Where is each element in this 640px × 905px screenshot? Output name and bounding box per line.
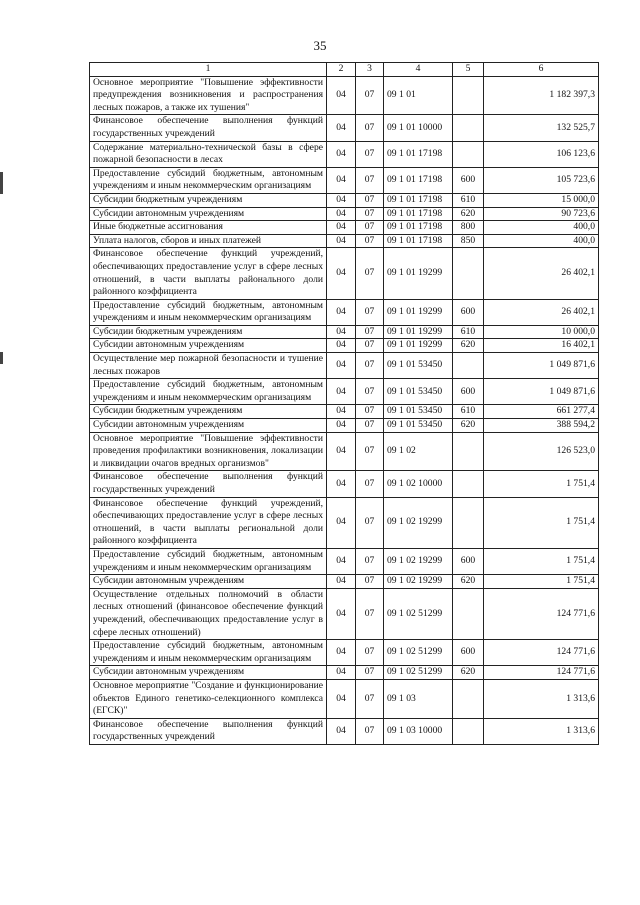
subsection-code-cell: 07 bbox=[356, 115, 384, 141]
subsection-code-cell: 07 bbox=[356, 339, 384, 353]
subsection-code-cell: 07 bbox=[356, 405, 384, 419]
target-article-cell: 09 1 02 10000 bbox=[384, 471, 453, 497]
section-code-cell: 04 bbox=[327, 339, 356, 353]
target-article-cell: 09 1 01 17198 bbox=[384, 167, 453, 193]
expense-type-cell: 850 bbox=[453, 234, 484, 248]
subsection-code-cell: 07 bbox=[356, 718, 384, 744]
table-row bbox=[90, 640, 599, 666]
row-name-cell: Основное мероприятие "Создание и функционирование объектов Единого генетико-селекционного комплекса (ЕГСК)" bbox=[90, 679, 327, 718]
subsection-code-cell: 07 bbox=[356, 548, 384, 574]
row-name-cell: Осуществление отдельных полномочий в области лесных отношений (финансовое обеспечение функций учреждений, обеспечивающих предоставление услуг в сфере лесных отношений) bbox=[90, 588, 327, 639]
target-article-cell: 09 1 02 19299 bbox=[384, 497, 453, 548]
expense-type-cell: 600 bbox=[453, 640, 484, 666]
amount-cell: 1 751,4 bbox=[484, 575, 599, 589]
expense-type-cell bbox=[453, 679, 484, 718]
section-code-cell: 04 bbox=[327, 497, 356, 548]
table-row bbox=[90, 299, 599, 325]
expense-type-cell: 620 bbox=[453, 419, 484, 433]
subsection-code-cell: 07 bbox=[356, 419, 384, 433]
row-name-cell: Субсидии автономным учреждениям bbox=[90, 207, 327, 221]
subsection-code-cell: 07 bbox=[356, 497, 384, 548]
target-article-cell: 09 1 01 bbox=[384, 76, 453, 115]
section-code-cell: 04 bbox=[327, 325, 356, 339]
table-row bbox=[90, 221, 599, 235]
section-code-cell: 04 bbox=[327, 419, 356, 433]
expense-type-cell: 610 bbox=[453, 405, 484, 419]
subsection-code-cell: 07 bbox=[356, 248, 384, 299]
subsection-code-cell: 07 bbox=[356, 207, 384, 221]
subsection-code-cell: 07 bbox=[356, 221, 384, 235]
expense-type-cell: 620 bbox=[453, 666, 484, 680]
expense-type-cell: 600 bbox=[453, 167, 484, 193]
target-article-cell: 09 1 01 19299 bbox=[384, 248, 453, 299]
amount-cell: 1 313,6 bbox=[484, 718, 599, 744]
subsection-code-cell: 07 bbox=[356, 234, 384, 248]
amount-cell: 1 313,6 bbox=[484, 679, 599, 718]
section-code-cell: 04 bbox=[327, 666, 356, 680]
amount-cell: 1 751,4 bbox=[484, 497, 599, 548]
row-name-cell: Уплата налогов, сборов и иных платежей bbox=[90, 234, 327, 248]
section-code-cell: 04 bbox=[327, 167, 356, 193]
amount-cell: 388 594,2 bbox=[484, 419, 599, 433]
expense-type-cell bbox=[453, 497, 484, 548]
target-article-cell: 09 1 02 51299 bbox=[384, 588, 453, 639]
expense-type-cell: 620 bbox=[453, 339, 484, 353]
subsection-code-cell: 07 bbox=[356, 353, 384, 379]
section-code-cell: 04 bbox=[327, 115, 356, 141]
amount-cell: 124 771,6 bbox=[484, 588, 599, 639]
target-article-cell: 09 1 01 17198 bbox=[384, 193, 453, 207]
table-row bbox=[90, 419, 599, 433]
subsection-code-cell: 07 bbox=[356, 588, 384, 639]
amount-cell: 124 771,6 bbox=[484, 640, 599, 666]
row-name-cell: Субсидии бюджетным учреждениям bbox=[90, 325, 327, 339]
expense-type-cell bbox=[453, 141, 484, 167]
section-code-cell: 04 bbox=[327, 718, 356, 744]
expense-type-cell bbox=[453, 76, 484, 115]
expense-type-cell: 800 bbox=[453, 221, 484, 235]
target-article-cell: 09 1 03 bbox=[384, 679, 453, 718]
table-row bbox=[90, 379, 599, 405]
table-row bbox=[90, 115, 599, 141]
amount-cell: 132 525,7 bbox=[484, 115, 599, 141]
amount-cell: 105 723,6 bbox=[484, 167, 599, 193]
amount-cell: 124 771,6 bbox=[484, 666, 599, 680]
scan-edge-mark bbox=[0, 172, 3, 194]
expense-type-cell: 620 bbox=[453, 575, 484, 589]
subsection-code-cell: 07 bbox=[356, 575, 384, 589]
table-row bbox=[90, 497, 599, 548]
expense-type-cell: 600 bbox=[453, 548, 484, 574]
column-header: 1 bbox=[90, 63, 327, 77]
row-name-cell: Субсидии бюджетным учреждениям bbox=[90, 193, 327, 207]
row-name-cell: Финансовое обеспечение выполнения функций государственных учреждений bbox=[90, 718, 327, 744]
column-header: 2 bbox=[327, 63, 356, 77]
expense-type-cell bbox=[453, 718, 484, 744]
amount-cell: 1 049 871,6 bbox=[484, 379, 599, 405]
subsection-code-cell: 07 bbox=[356, 141, 384, 167]
column-header: 4 bbox=[384, 63, 453, 77]
table-row bbox=[90, 679, 599, 718]
target-article-cell: 09 1 01 53450 bbox=[384, 405, 453, 419]
scan-edge-mark bbox=[0, 352, 3, 364]
target-article-cell: 09 1 02 19299 bbox=[384, 548, 453, 574]
target-article-cell: 09 1 02 51299 bbox=[384, 640, 453, 666]
target-article-cell: 09 1 01 53450 bbox=[384, 379, 453, 405]
target-article-cell: 09 1 01 19299 bbox=[384, 299, 453, 325]
section-code-cell: 04 bbox=[327, 299, 356, 325]
subsection-code-cell: 07 bbox=[356, 325, 384, 339]
table-row bbox=[90, 666, 599, 680]
amount-cell: 400,0 bbox=[484, 221, 599, 235]
subsection-code-cell: 07 bbox=[356, 193, 384, 207]
column-header: 5 bbox=[453, 63, 484, 77]
row-name-cell: Основное мероприятие "Повышение эффективности предупреждения возникновения и распространения лесных пожаров, а также их тушения" bbox=[90, 76, 327, 115]
expense-type-cell bbox=[453, 588, 484, 639]
table-row bbox=[90, 325, 599, 339]
amount-cell: 1 182 397,3 bbox=[484, 76, 599, 115]
target-article-cell: 09 1 01 53450 bbox=[384, 353, 453, 379]
expense-type-cell bbox=[453, 432, 484, 471]
table-row bbox=[90, 405, 599, 419]
section-code-cell: 04 bbox=[327, 221, 356, 235]
table-row bbox=[90, 167, 599, 193]
subsection-code-cell: 07 bbox=[356, 432, 384, 471]
column-header: 3 bbox=[356, 63, 384, 77]
subsection-code-cell: 07 bbox=[356, 666, 384, 680]
table-row bbox=[90, 193, 599, 207]
budget-table bbox=[89, 62, 599, 745]
expense-type-cell bbox=[453, 353, 484, 379]
amount-cell: 1 751,4 bbox=[484, 471, 599, 497]
table-row bbox=[90, 353, 599, 379]
row-name-cell: Субсидии автономным учреждениям bbox=[90, 339, 327, 353]
row-name-cell: Финансовое обеспечение выполнения функций государственных учреждений bbox=[90, 115, 327, 141]
amount-cell: 26 402,1 bbox=[484, 299, 599, 325]
target-article-cell: 09 1 01 17198 bbox=[384, 207, 453, 221]
amount-cell: 90 723,6 bbox=[484, 207, 599, 221]
row-name-cell: Субсидии автономным учреждениям bbox=[90, 575, 327, 589]
target-article-cell: 09 1 02 51299 bbox=[384, 666, 453, 680]
row-name-cell: Предоставление субсидий бюджетным, автономным учреждениям и иным некоммерческим организациям bbox=[90, 548, 327, 574]
amount-cell: 26 402,1 bbox=[484, 248, 599, 299]
table-row bbox=[90, 575, 599, 589]
row-name-cell: Предоставление субсидий бюджетным, автономным учреждениям и иным некоммерческим организациям bbox=[90, 299, 327, 325]
section-code-cell: 04 bbox=[327, 76, 356, 115]
row-name-cell: Финансовое обеспечение функций учреждений, обеспечивающих предоставление услуг в сфере лесных отношений, в части выплаты региональной доли районного коэффициента bbox=[90, 497, 327, 548]
row-name-cell: Предоставление субсидий бюджетным, автономным учреждениям и иным некоммерческим организациям bbox=[90, 640, 327, 666]
subsection-code-cell: 07 bbox=[356, 379, 384, 405]
row-name-cell: Субсидии бюджетным учреждениям bbox=[90, 405, 327, 419]
table-row bbox=[90, 248, 599, 299]
row-name-cell: Финансовое обеспечение выполнения функций государственных учреждений bbox=[90, 471, 327, 497]
column-header: 6 bbox=[484, 63, 599, 77]
target-article-cell: 09 1 01 10000 bbox=[384, 115, 453, 141]
section-code-cell: 04 bbox=[327, 588, 356, 639]
amount-cell: 126 523,0 bbox=[484, 432, 599, 471]
amount-cell: 1 049 871,6 bbox=[484, 353, 599, 379]
table-row bbox=[90, 471, 599, 497]
table-row bbox=[90, 339, 599, 353]
row-name-cell: Иные бюджетные ассигнования bbox=[90, 221, 327, 235]
table-row bbox=[90, 76, 599, 115]
target-article-cell: 09 1 01 17198 bbox=[384, 234, 453, 248]
row-name-cell: Предоставление субсидий бюджетным, автономным учреждениям и иным некоммерческим организациям bbox=[90, 379, 327, 405]
amount-cell: 16 402,1 bbox=[484, 339, 599, 353]
table-body bbox=[90, 76, 599, 744]
section-code-cell: 04 bbox=[327, 248, 356, 299]
row-name-cell: Основное мероприятие "Повышение эффективности проведения профилактики возникновения, локализации и ликвидации очагов вредных организмов" bbox=[90, 432, 327, 471]
section-code-cell: 04 bbox=[327, 207, 356, 221]
amount-cell: 400,0 bbox=[484, 234, 599, 248]
table-row bbox=[90, 432, 599, 471]
table-row bbox=[90, 548, 599, 574]
subsection-code-cell: 07 bbox=[356, 167, 384, 193]
table-row bbox=[90, 207, 599, 221]
expense-type-cell bbox=[453, 115, 484, 141]
amount-cell: 15 000,0 bbox=[484, 193, 599, 207]
subsection-code-cell: 07 bbox=[356, 471, 384, 497]
page-number: 35 bbox=[313, 38, 327, 53]
expense-type-cell: 620 bbox=[453, 207, 484, 221]
amount-cell: 106 123,6 bbox=[484, 141, 599, 167]
target-article-cell: 09 1 02 19299 bbox=[384, 575, 453, 589]
target-article-cell: 09 1 01 19299 bbox=[384, 339, 453, 353]
target-article-cell: 09 1 01 19299 bbox=[384, 325, 453, 339]
section-code-cell: 04 bbox=[327, 548, 356, 574]
table-row bbox=[90, 588, 599, 639]
section-code-cell: 04 bbox=[327, 432, 356, 471]
expense-type-cell: 610 bbox=[453, 193, 484, 207]
section-code-cell: 04 bbox=[327, 353, 356, 379]
target-article-cell: 09 1 03 10000 bbox=[384, 718, 453, 744]
target-article-cell: 09 1 02 bbox=[384, 432, 453, 471]
row-name-cell: Субсидии автономным учреждениям bbox=[90, 419, 327, 433]
amount-cell: 1 751,4 bbox=[484, 548, 599, 574]
expense-type-cell bbox=[453, 471, 484, 497]
section-code-cell: 04 bbox=[327, 141, 356, 167]
expense-type-cell: 600 bbox=[453, 379, 484, 405]
amount-cell: 10 000,0 bbox=[484, 325, 599, 339]
row-name-cell: Финансовое обеспечение функций учреждений, обеспечивающих предоставление услуг в сфере лесных отношений, в части выплаты районального доли районного коэффициента bbox=[90, 248, 327, 299]
section-code-cell: 04 bbox=[327, 679, 356, 718]
target-article-cell: 09 1 01 17198 bbox=[384, 141, 453, 167]
subsection-code-cell: 07 bbox=[356, 679, 384, 718]
amount-cell: 661 277,4 bbox=[484, 405, 599, 419]
subsection-code-cell: 07 bbox=[356, 299, 384, 325]
row-name-cell: Предоставление субсидий бюджетным, автономным учреждениям и иным некоммерческим организациям bbox=[90, 167, 327, 193]
table-row bbox=[90, 141, 599, 167]
table-header-row bbox=[90, 63, 599, 77]
table-row bbox=[90, 718, 599, 744]
section-code-cell: 04 bbox=[327, 193, 356, 207]
target-article-cell: 09 1 01 53450 bbox=[384, 419, 453, 433]
section-code-cell: 04 bbox=[327, 405, 356, 419]
section-code-cell: 04 bbox=[327, 640, 356, 666]
section-code-cell: 04 bbox=[327, 471, 356, 497]
row-name-cell: Субсидии автономным учреждениям bbox=[90, 666, 327, 680]
expense-type-cell: 600 bbox=[453, 299, 484, 325]
expense-type-cell bbox=[453, 248, 484, 299]
subsection-code-cell: 07 bbox=[356, 76, 384, 115]
subsection-code-cell: 07 bbox=[356, 640, 384, 666]
row-name-cell: Содержание материально-технической базы в сфере пожарной безопасности в лесах bbox=[90, 141, 327, 167]
row-name-cell: Осуществление мер пожарной безопасности и тушение лесных пожаров bbox=[90, 353, 327, 379]
section-code-cell: 04 bbox=[327, 379, 356, 405]
table-row bbox=[90, 234, 599, 248]
expense-type-cell: 610 bbox=[453, 325, 484, 339]
section-code-cell: 04 bbox=[327, 234, 356, 248]
section-code-cell: 04 bbox=[327, 575, 356, 589]
target-article-cell: 09 1 01 17198 bbox=[384, 221, 453, 235]
